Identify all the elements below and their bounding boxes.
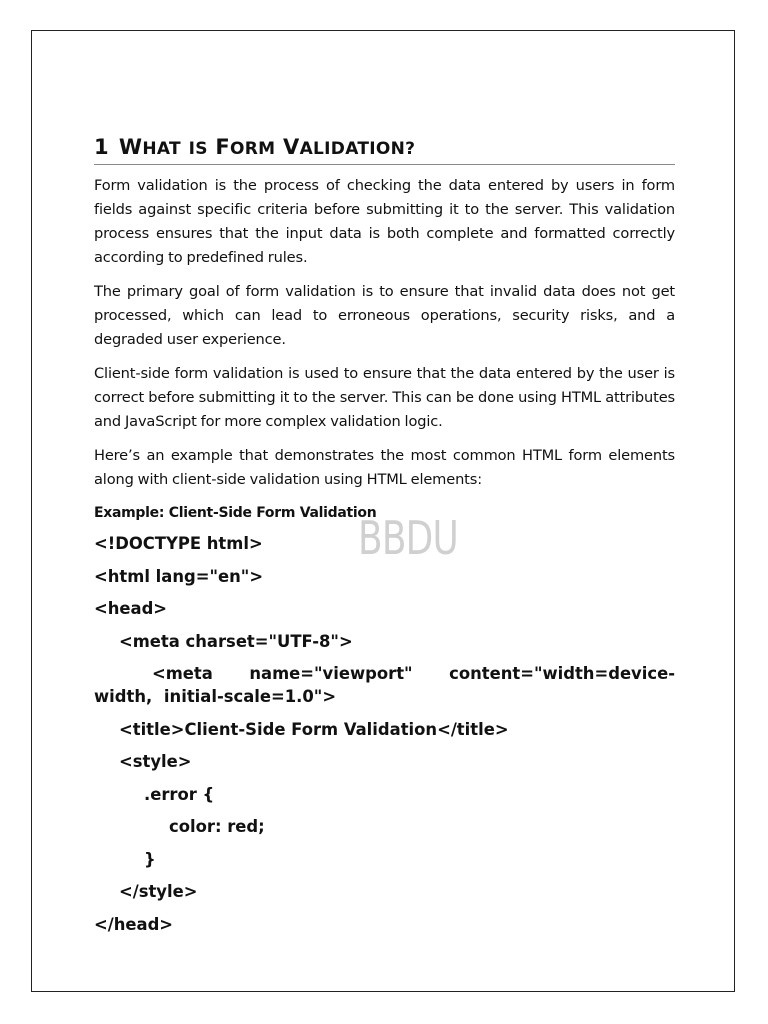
code-line: <html lang="en"> xyxy=(94,566,264,586)
example-title: Example: Client-Side Form Validation xyxy=(94,505,377,521)
document-page xyxy=(31,30,735,992)
code-line: <meta charset="UTF-8"> xyxy=(119,631,353,651)
code-line: .error { xyxy=(144,784,215,804)
paragraph-example-intro: Here’s an example that demonstrates the most common HTML form elements along with client-side validation using HTML elements: xyxy=(94,447,675,488)
code-line: color: red; xyxy=(169,817,265,836)
paragraph-definition: Form validation is the process of checking the data entered by users in form fields against specific criteria before submitting it to the server. This validation process ensures that the input data is both complete and formatted correctly according to predefined rules. xyxy=(94,177,675,266)
heading-word: FORM xyxy=(215,135,276,159)
page-content xyxy=(94,133,675,945)
code-line: <title>Client-Side Form Validation</title> xyxy=(119,719,509,739)
code-block xyxy=(94,532,675,936)
section-number: 1 xyxy=(94,135,109,159)
code-line: <!DOCTYPE html> xyxy=(94,534,263,553)
watermark: BBDU xyxy=(358,511,459,565)
heading-word: VALIDATION? xyxy=(283,135,416,159)
heading-word: IS xyxy=(188,139,208,159)
paragraph-goal: The primary goal of form validation is to ensure that invalid data does not get processed, which can lead to erroneous operations, security risks, and a degraded user experience. xyxy=(94,283,675,348)
code-line: <style> xyxy=(119,752,192,771)
section-heading xyxy=(94,133,675,165)
code-line: <meta name="viewport" content="width=device-width, initial-scale=1.0"> xyxy=(94,664,675,706)
code-line: } xyxy=(144,849,156,869)
code-line: <head> xyxy=(94,599,168,618)
paragraph-client-side: Client-side form validation is used to ensure that the data entered by the user is correct before submitting it to the server. This can be done using HTML attributes and JavaScript for more complex validation logic. xyxy=(94,365,675,430)
code-line: </head> xyxy=(94,914,174,934)
code-line: </style> xyxy=(119,882,198,901)
heading-word: WHAT xyxy=(118,135,181,159)
